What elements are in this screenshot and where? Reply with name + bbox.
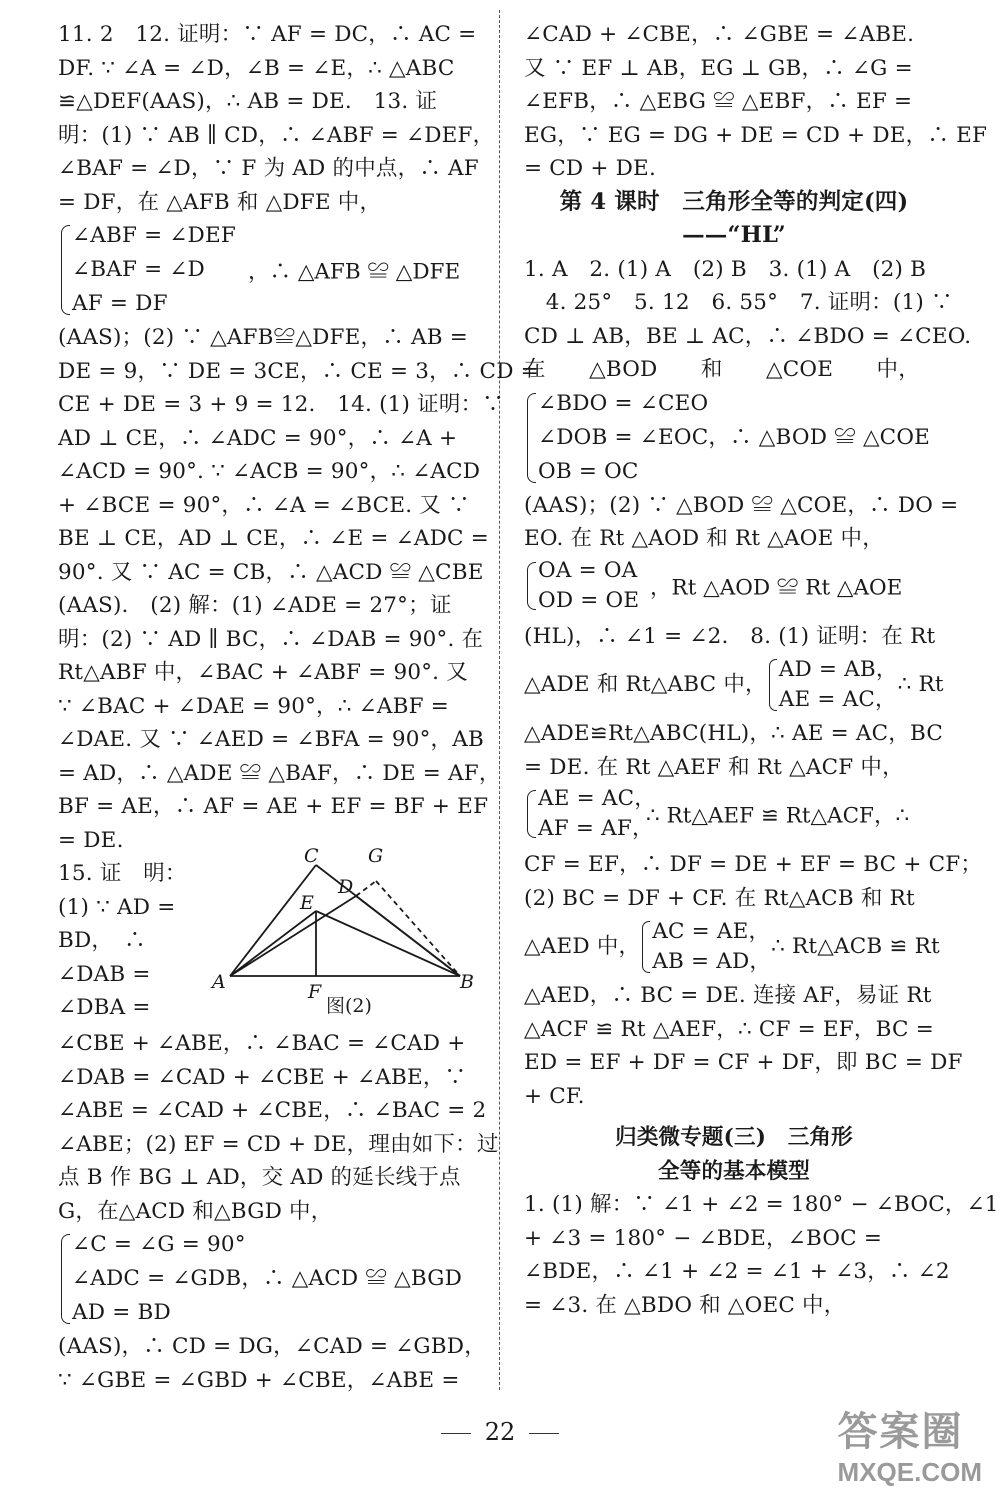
text-line: ∠DBA = <box>58 995 151 1020</box>
special-topic-title: 归类微专题(三) 三角形 <box>615 1125 853 1150</box>
label-B: B <box>460 971 474 993</box>
text-line: DE = 9，∵ DE = 3CE，∴ CE = 3，∴ CD = <box>58 358 539 384</box>
text-line: (AAS)；(2) ∵ △AFB≌△DFE，∴ AB = <box>58 325 468 350</box>
text-line: = AD，∴ △ADE ≌ △BAF，∴ DE = AF， <box>58 760 501 786</box>
label-E: E <box>300 892 314 914</box>
right-column <box>524 18 999 1322</box>
text-line: △AED，∴ BC = DE. 连接 AF，易证 Rt <box>524 983 932 1008</box>
label-G: G <box>368 845 384 867</box>
text-line: 1. A 2. (1) A (2) B 3. (1) A (2) B <box>524 256 927 282</box>
text-line: ∠ABE = ∠CAD + ∠CBE，∴ ∠BAC = 2 <box>58 1098 487 1123</box>
equation-system <box>58 1228 476 1330</box>
text-line: = DE. <box>58 827 124 853</box>
text-line: 明：(2) ∵ AD ∥ BC，∴ ∠DAB = 90°. 在 <box>58 626 484 652</box>
text-line: AD ⊥ CE，∴ ∠ADC = 90°，∴ ∠A + <box>58 425 458 451</box>
text-line: CF = EF，∴ DF = DE + EF = BC + CF； <box>524 852 983 877</box>
text-line: △ACF ≌ Rt △AEF，∴ CF = EF，BC = <box>524 1016 934 1042</box>
system-line: AB = AD， <box>652 949 772 974</box>
text-line: CE + DE = 3 + 9 = 12. 14. (1) 证明：∵ <box>58 392 504 417</box>
text-line: 4. 25° 5. 12 6. 55° 7. 证明：(1) ∵ <box>524 290 953 315</box>
text-line: ∠CAD + ∠CBE，∴ ∠GBE = ∠ABE. <box>524 22 915 47</box>
text-line: (AAS)；(2) ∵ △BOD ≌ △COE，∴ DO = <box>524 492 959 518</box>
system-line: OA = OA <box>538 557 638 583</box>
text-line: + ∠BCE = 90°，∴ ∠A = ∠BCE. 又 ∵ <box>58 492 470 518</box>
watermark-logo <box>838 1400 982 1488</box>
text-line: EO. 在 Rt △AOD 和 Rt △AOE 中， <box>524 526 884 551</box>
text-line-with-brace <box>524 915 944 979</box>
brace-suffix: ∴ Rt <box>897 672 944 697</box>
label-C: C <box>304 845 319 867</box>
text-line: Rt△ABF 中，∠BAC + ∠ABF = 90°. 又 <box>58 660 468 685</box>
system-line: AC = AE， <box>652 919 771 944</box>
text-line: ∠CBE + ∠ABE，∴ ∠BAC = ∠CAD + <box>58 1031 466 1056</box>
system-line: ∠ADC = ∠GDB，∴ △ACD ≌ △BGD <box>72 1266 463 1291</box>
text-line: ∠DAB = <box>58 961 151 987</box>
equation-system <box>524 556 903 616</box>
text-line: = CD + DE. <box>524 156 656 181</box>
special-topic-subtitle: 全等的基本模型 <box>658 1158 810 1184</box>
text-line: = ∠3. 在 △BDO 和 △OEC 中， <box>524 1292 846 1318</box>
system-line: OD = OE <box>538 587 640 613</box>
label-A: A <box>212 971 226 993</box>
text-line: 11. 2 12. 证明：∵ AF = DC，∴ AC = <box>58 22 477 47</box>
text-line: 又 ∵ EF ⊥ AB，EG ⊥ GB，∴ ∠G = <box>524 55 913 81</box>
left-column <box>58 18 539 1397</box>
text-line: G，在△ACD 和△BGD 中， <box>58 1198 333 1224</box>
text-line: 点 B 作 BG ⊥ AD，交 AD 的延长线于点 <box>58 1165 461 1190</box>
text-line: 明：(1) ∵ AB ∥ CD，∴ ∠ABF = ∠DEF， <box>58 122 495 148</box>
system-line: AF = DF <box>72 291 168 316</box>
text-line: ≌△DEF(AAS)，∴ AB = DE. 13. 证 <box>58 89 438 114</box>
figure-side-text <box>58 857 198 1025</box>
text-line-with-brace <box>524 653 944 717</box>
text-line: ∠ACD = 90°. ∵ ∠ACB = 90°，∴ ∠ACD <box>58 459 481 484</box>
text-line: ∵ ∠GBE = ∠GBD + ∠CBE，∠ABE = <box>58 1367 460 1393</box>
figure-caption: 图(2) <box>326 995 372 1017</box>
text-line: BF = AE，∴ AF = AE + EF = BF + EF <box>58 794 489 819</box>
system-line: OB = OC <box>538 458 639 484</box>
text-line: = DE. 在 Rt △AEF 和 Rt △ACF 中， <box>524 754 904 780</box>
text-line: ∠DAE. 又 ∵ ∠AED = ∠BFA = 90°，AB <box>58 727 484 752</box>
text-line: ED = EF + DF = CF + DF，即 BC = DF <box>524 1050 963 1075</box>
system-line: ∠DOB = ∠EOC，∴ △BOD ≌ △COE <box>538 424 931 450</box>
text-line: CD ⊥ AB，BE ⊥ AC，∴ ∠BDO = ∠CEO. <box>524 323 972 349</box>
segment-GB <box>376 881 460 976</box>
text-line: ∠BDE，∴ ∠1 + ∠2 = ∠1 + ∠3，∴ ∠2 <box>524 1259 950 1284</box>
dash-left <box>441 1433 471 1434</box>
system-line: ∠C = ∠G = 90° <box>72 1232 246 1257</box>
text-line: BD， ∴ <box>58 928 146 953</box>
text-line: EG，∵ EG = DG + DE = CD + DE，∴ EF <box>524 122 988 148</box>
equation-system <box>58 219 461 321</box>
text-line: DF. ∵ ∠A = ∠D，∠B = ∠E，∴ △ABC <box>58 55 455 81</box>
text-line: = DF，在 △AFB 和 △DFE 中， <box>58 189 382 215</box>
brace-prefix: △ADE 和 Rt△ABC 中， <box>524 672 767 697</box>
text-line: ∠ABE；(2) EF = CD + DE，理由如下：过 <box>58 1131 499 1157</box>
system-line: AE = AC， <box>538 786 656 811</box>
inline-system <box>767 655 898 715</box>
system-conclusion: ，Rt △AOD ≌ Rt △AOE <box>650 575 903 600</box>
label-D: D <box>338 876 354 898</box>
system-conclusion: ∴ Rt△AEF ≌ Rt△ACF，∴ <box>646 803 910 829</box>
section-subtitle: ——“HL” <box>682 222 786 248</box>
text-line: ∵ ∠BAC + ∠DAE = 90°，∴ ∠ABF = <box>58 693 449 719</box>
problem-15-with-figure <box>58 845 476 1027</box>
system-line: ∠BAF = ∠D <box>72 257 205 282</box>
section-title: 第 4 课时 三角形全等的判定(四) <box>559 188 909 215</box>
text-line: (HL)，∴ ∠1 = ∠2. 8. (1) 证明：在 Rt <box>524 623 936 649</box>
text-line: 90°. 又 ∵ AC = CB，∴ △ACD ≌ △CBE <box>58 559 484 585</box>
brace-prefix: △AED 中， <box>524 934 641 959</box>
text-line: △ADE≌Rt△ABC(HL)，∴ AE = AC，BC <box>524 721 943 746</box>
segment-DG <box>356 881 376 896</box>
system-conclusion: ，∴ △AFB ≌ △DFE <box>248 259 461 285</box>
text-line: BE ⊥ CE，AD ⊥ CE，∴ ∠E = ∠ADC = <box>58 526 489 551</box>
text-line: + ∠3 = 180° − ∠BDE，∠BOC = <box>524 1225 883 1251</box>
equation-system <box>524 784 910 844</box>
text-line: + CF. <box>524 1083 585 1109</box>
text-line: 1. (1) 解：∵ ∠1 + ∠2 = 180° − ∠BOC，∠1 <box>524 1192 999 1217</box>
system-line: AD = BD <box>72 1300 171 1325</box>
watermark-text: 答案圈 <box>837 1410 964 1454</box>
inline-system <box>640 917 771 977</box>
column-divider <box>499 10 500 1390</box>
text-line: (AAS)，∴ CD = DG，∠CAD = ∠GBD， <box>58 1334 486 1359</box>
text-line: (1) ∵ AD = <box>58 894 176 920</box>
geometry-figure <box>198 845 478 1021</box>
page-number-text: 22 <box>484 1418 516 1446</box>
equation-system <box>524 387 944 489</box>
watermark-url: MXQE.COM <box>837 1457 982 1487</box>
dash-right <box>529 1433 559 1434</box>
text-line: ∠DAB = ∠CAD + ∠CBE + ∠ABE，∵ <box>58 1064 467 1090</box>
text-line: (AAS). (2) 解：(1) ∠ADE = 27°；证 <box>58 593 452 618</box>
text-line: ∠EFB，∴ △EBG ≌ △EBF，∴ EF = <box>524 89 913 114</box>
text-line: ∠BAF = ∠D，∵ F 为 AD 的中点，∴ AF <box>58 156 479 181</box>
system-line: ∠BDO = ∠CEO <box>538 390 709 416</box>
system-line: AD = AB， <box>778 657 898 682</box>
system-line: AF = AF， <box>538 816 654 841</box>
segment-AD <box>230 896 356 976</box>
system-line: ∠ABF = ∠DEF <box>72 223 237 248</box>
system-line: AE = AC， <box>778 687 897 712</box>
brace-suffix: ∴ Rt△ACB ≌ Rt <box>771 934 940 959</box>
label-F: F <box>308 981 322 1003</box>
text-line: (2) BC = DF + CF. 在 Rt△ACB 和 Rt <box>524 885 915 911</box>
text-line: 在 △BOD 和 △COE 中， <box>524 357 920 382</box>
text-line: 15. 证 明： <box>58 861 187 886</box>
